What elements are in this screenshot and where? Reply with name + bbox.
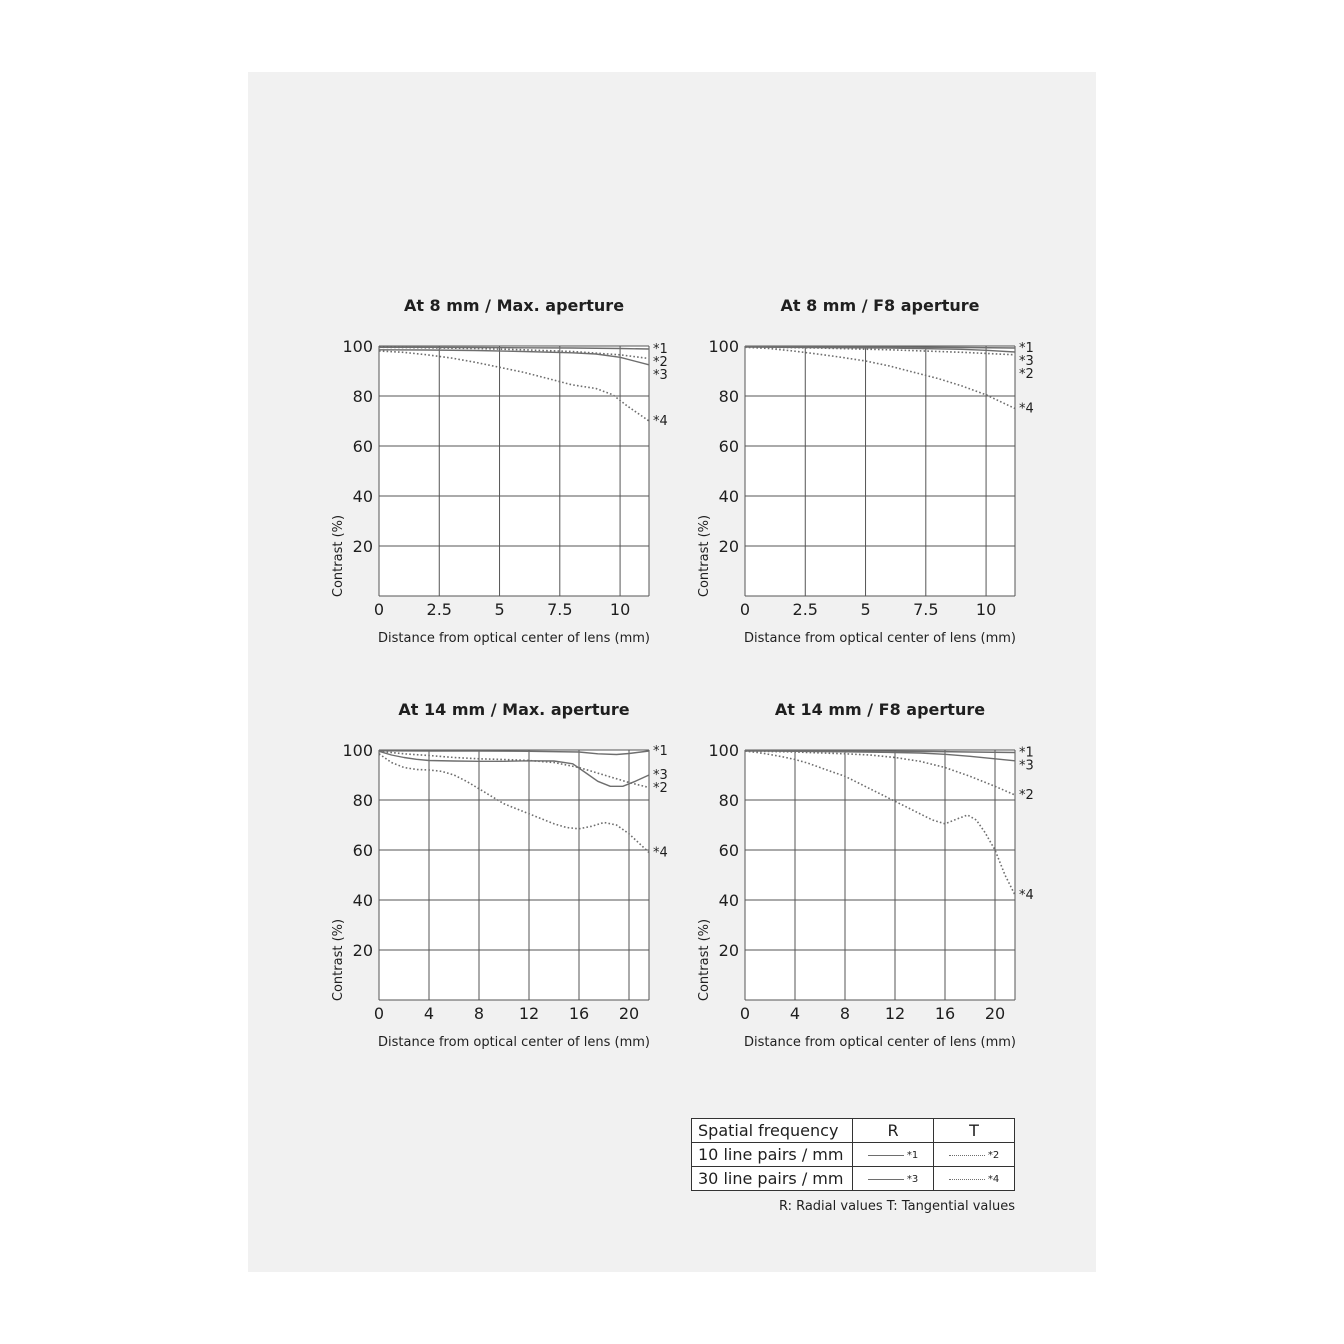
- x-tick-label: 0: [739, 600, 751, 619]
- x-tick-label: 5: [860, 600, 871, 619]
- mtf-chart: [697, 700, 1034, 1050]
- x-tick-label: 20: [618, 1004, 640, 1023]
- y-tick-label: 60: [718, 437, 739, 456]
- x-tick-label: 5: [494, 600, 505, 619]
- y-tick-label: 40: [718, 487, 739, 506]
- curve-label: *1: [1019, 341, 1034, 356]
- y-tick-label: 80: [718, 387, 739, 406]
- y-tick-label: 20: [352, 941, 373, 960]
- x-tick-label: 0: [739, 1004, 751, 1023]
- legend-row: [692, 1167, 1015, 1191]
- x-tick-label: 12: [884, 1004, 906, 1023]
- legend-mark: *1: [906, 1150, 919, 1161]
- legend-header-row: [692, 1119, 1015, 1143]
- y-tick-label: 20: [352, 537, 373, 556]
- y-tick-label: 80: [352, 387, 373, 406]
- x-tick-label: 2.5: [426, 600, 452, 619]
- y-tick-label: 40: [718, 891, 739, 910]
- y-tick-label: 60: [718, 841, 739, 860]
- x-tick-label: 2.5: [792, 600, 818, 619]
- y-axis-label: Contrast (%): [697, 514, 712, 598]
- x-tick-label: 8: [473, 1004, 485, 1023]
- x-tick-label: 0: [373, 600, 385, 619]
- x-tick-label: 7.5: [913, 600, 939, 619]
- x-tick-label: 10: [975, 600, 997, 619]
- dotted-line-sample: [949, 1179, 985, 1180]
- x-tick-label: 20: [984, 1004, 1006, 1023]
- curve-label: *4: [653, 845, 668, 861]
- legend-cell-r: [853, 1167, 934, 1191]
- curve-label: *4: [1019, 401, 1034, 417]
- dotted-line-sample: [949, 1155, 985, 1156]
- legend-cell-t: [934, 1167, 1015, 1191]
- curve-label: *2: [653, 781, 668, 796]
- mtf-chart: [331, 296, 668, 646]
- x-tick-label: 10: [609, 600, 631, 619]
- y-tick-label: 100: [342, 337, 373, 356]
- x-tick-label: 12: [518, 1004, 540, 1023]
- legend-cell-t: [934, 1143, 1015, 1167]
- y-tick-label: 40: [352, 891, 373, 910]
- legend-row: [692, 1143, 1015, 1167]
- curve-label: *4: [653, 414, 668, 429]
- legend-mark: *4: [987, 1174, 1000, 1185]
- y-tick-label: 100: [708, 741, 739, 760]
- curve-label: *2: [653, 355, 668, 370]
- legend-note: R: Radial values T: Tangential values: [778, 1199, 1015, 1214]
- x-tick-label: 8: [839, 1004, 851, 1023]
- legend-header-r: R: [853, 1119, 934, 1143]
- curve-label: *1: [653, 342, 668, 357]
- solid-line-sample: [868, 1155, 904, 1156]
- curve-label: *4: [1019, 888, 1034, 903]
- plot-area: [379, 750, 649, 1000]
- x-axis-label: Distance from optical center of lens (mm): [378, 1035, 650, 1050]
- y-tick-label: 100: [708, 337, 739, 356]
- legend-mark: *3: [906, 1174, 919, 1185]
- y-tick-label: 80: [352, 791, 373, 810]
- x-tick-label: 0: [373, 1004, 385, 1023]
- legend-row-label: 10 line pairs / mm: [692, 1143, 853, 1167]
- x-axis-label: Distance from optical center of lens (mm): [744, 631, 1016, 646]
- plot-area: [745, 750, 1015, 1000]
- legend-header-t: T: [934, 1119, 1015, 1143]
- curve-label: *1: [653, 744, 668, 759]
- plot-area: [379, 346, 649, 596]
- legend-row-label: 30 line pairs / mm: [692, 1167, 853, 1191]
- mtf-chart: [697, 296, 1034, 646]
- chart-title: At 8 mm / F8 aperture: [780, 296, 980, 315]
- curve-label: *3: [1019, 758, 1034, 774]
- y-tick-label: 60: [352, 841, 373, 860]
- curve-label: *3: [653, 368, 668, 383]
- x-axis-label: Distance from optical center of lens (mm): [378, 631, 650, 646]
- y-axis-label: Contrast (%): [331, 514, 346, 598]
- y-tick-label: 100: [342, 741, 373, 760]
- legend-header-label: Spatial frequency: [692, 1119, 853, 1143]
- y-tick-label: 80: [718, 791, 739, 810]
- y-axis-label: Contrast (%): [331, 918, 346, 1002]
- plot-area: [745, 346, 1015, 596]
- legend-cell-r: [853, 1143, 934, 1167]
- x-axis-label: Distance from optical center of lens (mm): [744, 1035, 1016, 1050]
- curve-label: *1: [1019, 745, 1034, 761]
- y-tick-label: 60: [352, 437, 373, 456]
- x-tick-label: 4: [423, 1004, 435, 1023]
- x-tick-label: 16: [934, 1004, 956, 1023]
- x-tick-label: 16: [568, 1004, 590, 1023]
- curve-label: *3: [653, 768, 668, 783]
- x-tick-label: 4: [789, 1004, 801, 1023]
- legend-table: [691, 1118, 1015, 1191]
- x-tick-label: 7.5: [547, 600, 573, 619]
- curve-label: *2: [1019, 788, 1034, 803]
- curve-label: *2: [1019, 367, 1034, 382]
- y-tick-label: 20: [718, 537, 739, 556]
- solid-line-sample: [868, 1179, 904, 1180]
- chart-title: At 14 mm / F8 aperture: [774, 700, 986, 719]
- y-axis-label: Contrast (%): [697, 918, 712, 1002]
- chart-title: At 8 mm / Max. aperture: [403, 296, 625, 315]
- chart-title: At 14 mm / Max. aperture: [398, 700, 630, 719]
- y-tick-label: 40: [352, 487, 373, 506]
- y-tick-label: 20: [718, 941, 739, 960]
- mtf-chart: [331, 700, 668, 1050]
- legend-mark: *2: [987, 1150, 1000, 1161]
- curve-label: *3: [1019, 354, 1034, 369]
